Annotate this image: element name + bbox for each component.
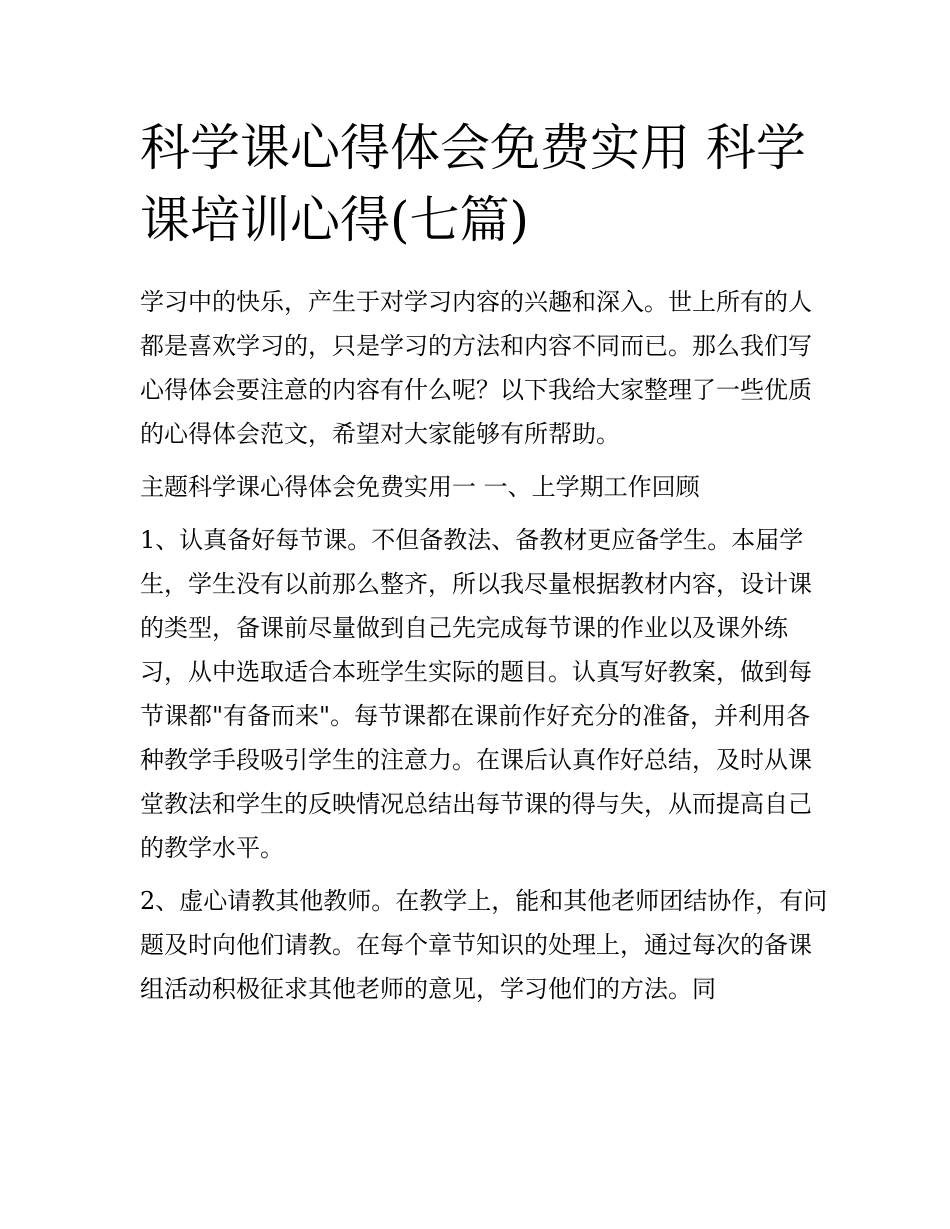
document-body — [140, 280, 830, 1020]
document-title: 科学课心得体会免费实用 科学课培训心得(七篇) — [140, 119, 806, 249]
paragraph-item-1: 1、认真备好每节课。不但备教法、备教材更应备学生。本届学生，学生没有以前那么整齐，所以我尽量根据教材内容，设计课的类型，备课前尽量做到自己先完成每节课的作业以及课外练习，从中选取适合本班学生实际的题目。认真写好教案，做到每节课都"有备而来"。每节课都在课前作好充分的准备，并利用各种教学手段吸引学生的注意力。在课后认真作好总结，及时从课堂教法和学生的反映情况总结出每节课的得与失，从而提高自己的教学水平。 — [140, 526, 812, 862]
paragraph-intro: 学习中的快乐，产生于对学习内容的兴趣和深入。世上所有的人都是喜欢学习的，只是学习的方法和内容不同而已。那么我们写心得体会要注意的内容有什么呢？以下我给大家整理了一些优质的心得体会范文，希望对大家能够有所帮助。 — [140, 288, 812, 448]
paragraph-section-heading: 主题科学课心得体会免费实用一 一、上学期工作回顾 — [140, 473, 700, 501]
paragraph-item-2: 2、虚心请教其他教师。在教学上，能和其他老师团结协作，有问题及时向他们请教。在每个章节知识的处理上，通过每次的备课组活动积极征求其他老师的意见，学习他们的方法。同 — [140, 887, 828, 1003]
